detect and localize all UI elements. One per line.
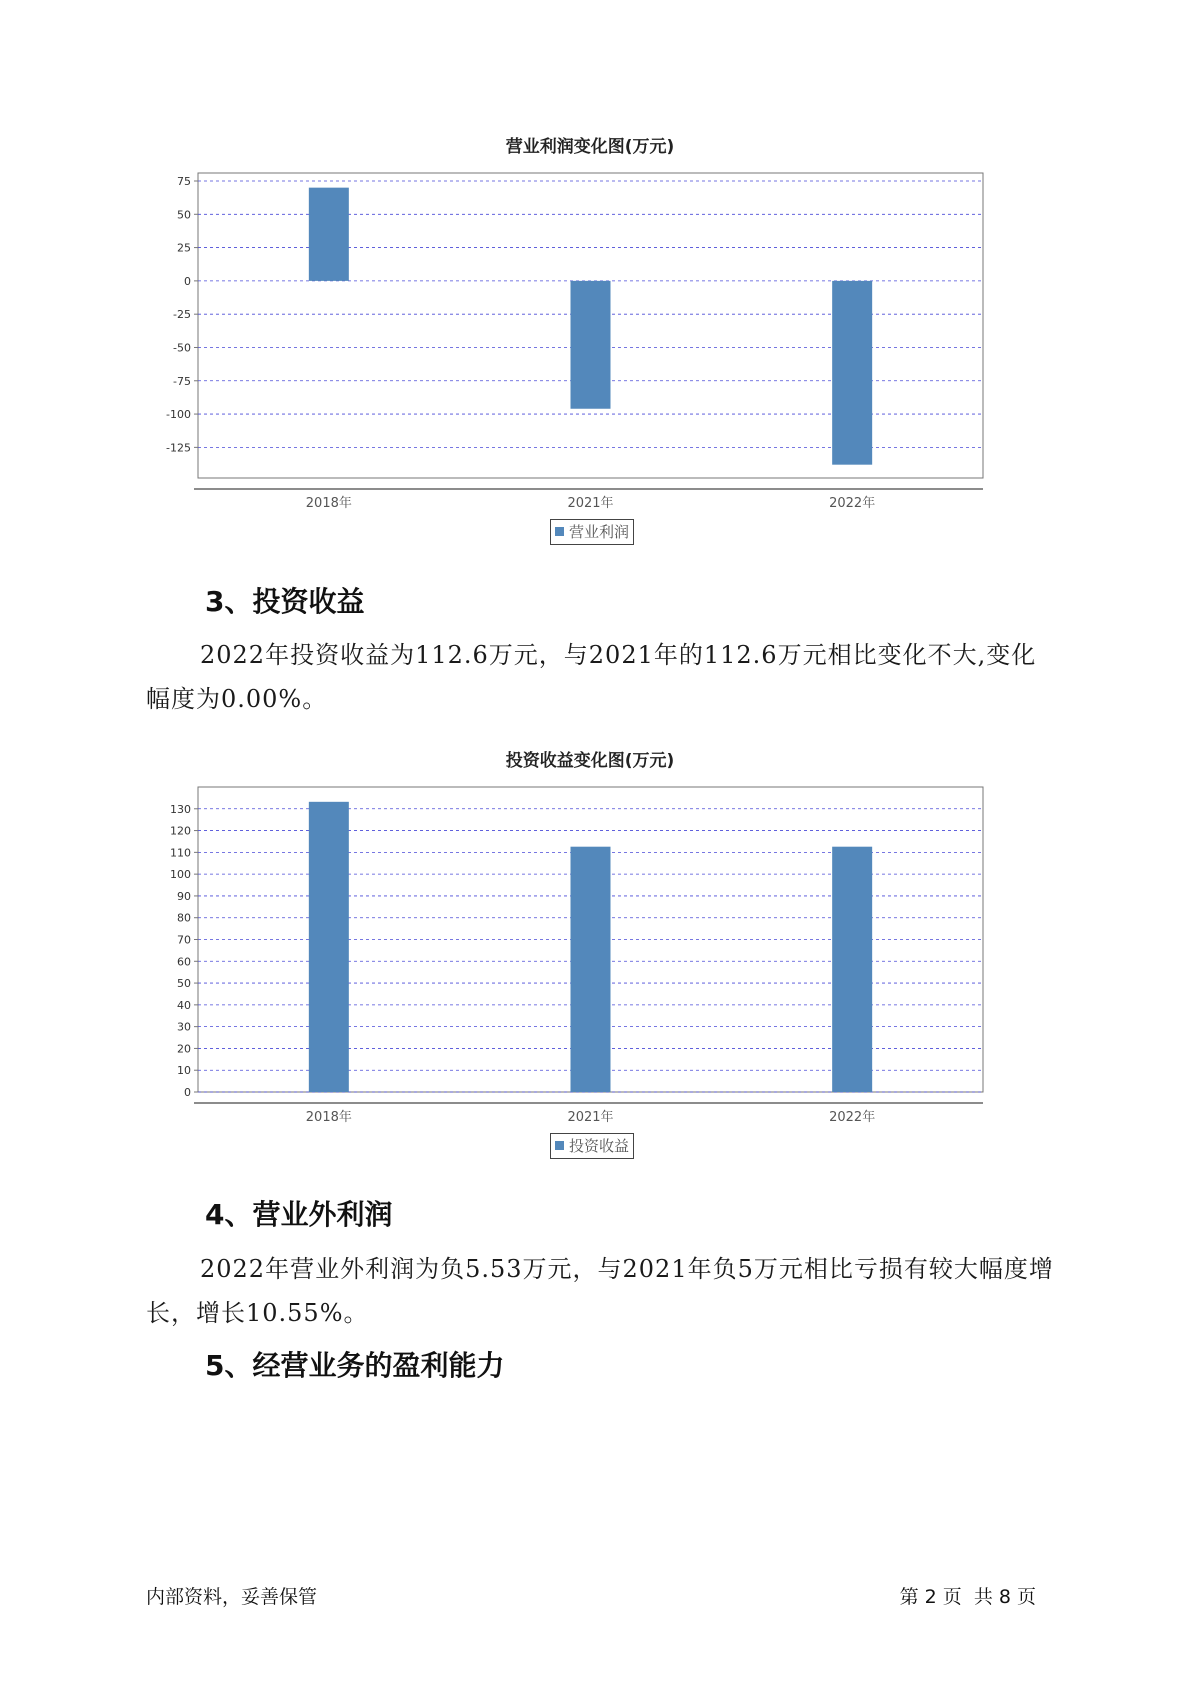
chart-legend — [550, 519, 634, 545]
operating-profit-chart — [150, 128, 1030, 548]
y-tick-label: 90 — [177, 889, 191, 903]
bar-2018年 — [309, 802, 349, 1092]
legend-label: 投资收益 — [569, 1137, 630, 1155]
bar-2021年 — [571, 281, 611, 409]
footer-note: 内部资料，妥善保管 — [146, 1586, 318, 1608]
x-tick-label: 2018年 — [305, 1110, 352, 1125]
legend-swatch — [555, 1141, 564, 1150]
y-tick-label: -75 — [173, 374, 191, 388]
legend-swatch — [555, 527, 564, 536]
y-tick-label: 50 — [177, 977, 191, 991]
y-tick-label: 80 — [177, 911, 191, 925]
section-4-title: 4、营业外利润 — [205, 1198, 393, 1231]
x-tick-label: 2022年 — [829, 1110, 876, 1125]
operating-profit-chart-svg — [150, 128, 1030, 548]
y-tick-label: 130 — [170, 802, 191, 816]
y-tick-label: 100 — [170, 868, 191, 882]
investment-income-chart — [150, 742, 1030, 1162]
y-tick-label: 40 — [177, 998, 191, 1012]
y-tick-label: 30 — [177, 1020, 191, 1034]
x-tick-label: 2021年 — [567, 496, 614, 511]
y-tick-label: 110 — [170, 846, 191, 860]
bar-2018年 — [309, 188, 349, 281]
bar-2022年 — [832, 847, 872, 1092]
chart-title: 投资收益变化图(万元) — [505, 751, 675, 771]
y-tick-label: 10 — [177, 1064, 191, 1078]
x-tick-label: 2018年 — [305, 496, 352, 511]
section-5-title: 5、经营业务的盈利能力 — [205, 1349, 505, 1382]
x-tick-label: 2021年 — [567, 1110, 614, 1125]
section-3-text: 2022年投资收益为112.6万元，与2021年的112.6万元相比变化不大,变化幅度为0.00%。 — [146, 641, 1037, 713]
bar-2022年 — [832, 281, 872, 465]
y-tick-label: 50 — [177, 208, 191, 222]
legend-label: 营业利润 — [569, 523, 630, 541]
y-tick-label: -125 — [166, 441, 191, 455]
section-3-title: 3、投资收益 — [205, 585, 365, 618]
x-tick-label: 2022年 — [829, 496, 876, 511]
bar-2021年 — [571, 847, 611, 1092]
chart-title: 营业利润变化图(万元) — [505, 137, 675, 157]
y-tick-label: -100 — [166, 408, 191, 422]
y-tick-label: 25 — [177, 241, 191, 255]
page-number: 第 2 页 共 8 页 — [899, 1586, 1036, 1608]
section-4-text: 2022年营业外利润为负5.53万元，与2021年负5万元相比亏损有较大幅度增长，增长10.55%。 — [146, 1255, 1054, 1327]
y-tick-label: 70 — [177, 933, 191, 947]
y-tick-label: -50 — [173, 341, 191, 355]
investment-income-chart-svg — [150, 742, 1030, 1162]
y-tick-label: 0 — [184, 1086, 191, 1099]
y-tick-label: 20 — [177, 1042, 191, 1056]
y-tick-label: 120 — [170, 824, 191, 838]
y-tick-label: -25 — [173, 308, 191, 322]
y-tick-label: 75 — [177, 174, 191, 188]
chart-legend — [550, 1133, 634, 1159]
y-tick-label: 60 — [177, 955, 191, 969]
y-tick-label: 0 — [184, 274, 191, 288]
